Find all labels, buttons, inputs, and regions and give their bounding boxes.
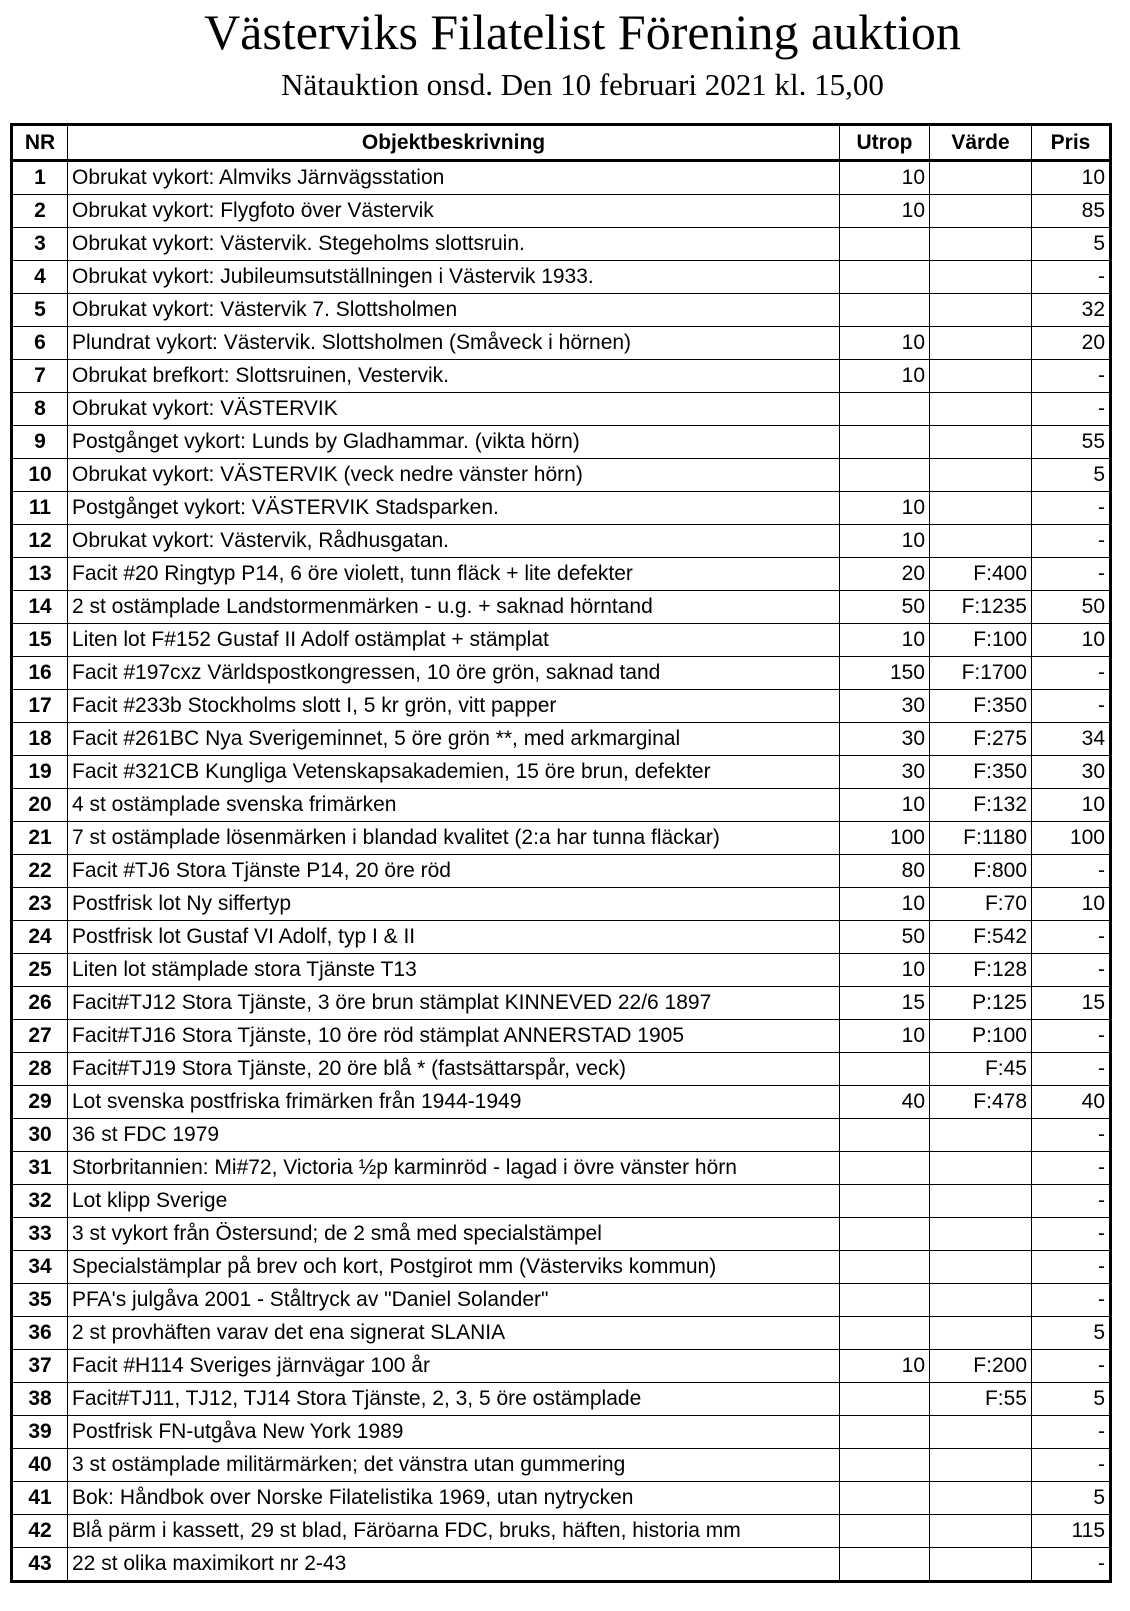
lot-pris: -	[1032, 1251, 1111, 1284]
lot-pris: -	[1032, 1284, 1111, 1317]
lot-varde: F:200	[930, 1350, 1032, 1383]
lot-utrop: 150	[840, 657, 930, 690]
lot-utrop	[840, 1482, 930, 1515]
lot-varde	[930, 492, 1032, 525]
lot-utrop	[840, 294, 930, 327]
lot-varde: F:45	[930, 1053, 1032, 1086]
lot-utrop: 10	[840, 525, 930, 558]
lot-description: Specialstämplar på brev och kort, Postgirot mm (Västerviks kommun)	[68, 1251, 840, 1284]
lot-number: 39	[12, 1416, 68, 1449]
lot-utrop: 30	[840, 723, 930, 756]
table-row	[12, 954, 1111, 987]
lot-number: 40	[12, 1449, 68, 1482]
lot-description: Plundrat vykort: Västervik. Slottsholmen (Småveck i hörnen)	[68, 327, 840, 360]
lot-description: Postfrisk lot Gustaf VI Adolf, typ I & II	[68, 921, 840, 954]
lot-number: 18	[12, 723, 68, 756]
table-row	[12, 1152, 1111, 1185]
lot-description: PFA's julgåva 2001 - Ståltryck av "Daniel Solander"	[68, 1284, 840, 1317]
lot-description: Facit#TJ19 Stora Tjänste, 20 öre blå * (fastsättarspår, veck)	[68, 1053, 840, 1086]
lot-description: Postfrisk lot Ny siffertyp	[68, 888, 840, 921]
lot-description: Obrukat vykort: VÄSTERVIK (veck nedre vänster hörn)	[68, 459, 840, 492]
lot-description: Blå pärm i kassett, 29 st blad, Färöarna FDC, bruks, häften, historia mm	[68, 1515, 840, 1548]
lot-utrop: 30	[840, 756, 930, 789]
lot-number: 27	[12, 1020, 68, 1053]
lot-description: Facit #H114 Sveriges järnvägar 100 år	[68, 1350, 840, 1383]
lot-utrop: 10	[840, 888, 930, 921]
lot-varde: F:1180	[930, 822, 1032, 855]
lot-number: 5	[12, 294, 68, 327]
lot-varde	[930, 1482, 1032, 1515]
lot-varde: F:132	[930, 789, 1032, 822]
lot-description: Obrukat brefkort: Slottsruinen, Vestervik.	[68, 360, 840, 393]
lot-pris: -	[1032, 1548, 1111, 1582]
lot-varde	[930, 459, 1032, 492]
lot-utrop	[840, 459, 930, 492]
table-row	[12, 1284, 1111, 1317]
lot-pris: 5	[1032, 1317, 1111, 1350]
lot-utrop: 30	[840, 690, 930, 723]
lot-varde	[930, 1185, 1032, 1218]
lot-utrop	[840, 1119, 930, 1152]
lot-pris: 10	[1032, 789, 1111, 822]
table-row	[12, 1251, 1111, 1284]
lot-description: Facit #TJ6 Stora Tjänste P14, 20 öre röd	[68, 855, 840, 888]
lot-number: 31	[12, 1152, 68, 1185]
lot-number: 26	[12, 987, 68, 1020]
lot-utrop: 20	[840, 558, 930, 591]
lot-number: 3	[12, 228, 68, 261]
lot-utrop: 10	[840, 624, 930, 657]
lot-utrop: 40	[840, 1086, 930, 1119]
lot-description: 36 st FDC 1979	[68, 1119, 840, 1152]
lot-pris: 5	[1032, 459, 1111, 492]
lot-description: Liten lot stämplade stora Tjänste T13	[68, 954, 840, 987]
lot-utrop	[840, 1251, 930, 1284]
lot-description: Obrukat vykort: Almviks Järnvägsstation	[68, 161, 840, 195]
table-row	[12, 723, 1111, 756]
lot-utrop	[840, 1218, 930, 1251]
lot-pris: 30	[1032, 756, 1111, 789]
table-row	[12, 1053, 1111, 1086]
lot-description: Obrukat vykort: Jubileumsutställningen i Västervik 1933.	[68, 261, 840, 294]
lot-number: 22	[12, 855, 68, 888]
lot-number: 17	[12, 690, 68, 723]
lot-varde	[930, 1548, 1032, 1582]
table-row	[12, 822, 1111, 855]
lot-description: Lot klipp Sverige	[68, 1185, 840, 1218]
table-row	[12, 1020, 1111, 1053]
lot-pris: -	[1032, 360, 1111, 393]
lot-utrop: 10	[840, 789, 930, 822]
lot-description: Postgånget vykort: Lunds by Gladhammar. (vikta hörn)	[68, 426, 840, 459]
lot-pris: -	[1032, 1185, 1111, 1218]
lot-pris: 10	[1032, 888, 1111, 921]
lot-varde: F:350	[930, 756, 1032, 789]
lot-number: 28	[12, 1053, 68, 1086]
lot-pris: 5	[1032, 1482, 1111, 1515]
table-row	[12, 1086, 1111, 1119]
lot-number: 25	[12, 954, 68, 987]
lot-varde	[930, 1284, 1032, 1317]
lot-description: 7 st ostämplade lösenmärken i blandad kvalitet (2:a har tunna fläckar)	[68, 822, 840, 855]
lot-description: Lot svenska postfriska frimärken från 1944-1949	[68, 1086, 840, 1119]
lot-description: Obrukat vykort: Västervik 7. Slottsholmen	[68, 294, 840, 327]
lot-number: 23	[12, 888, 68, 921]
lot-varde: F:478	[930, 1086, 1032, 1119]
lot-number: 37	[12, 1350, 68, 1383]
table-row	[12, 1548, 1111, 1582]
lot-utrop: 10	[840, 195, 930, 228]
lot-varde	[930, 1218, 1032, 1251]
lot-varde	[930, 1317, 1032, 1350]
table-row	[12, 426, 1111, 459]
lot-utrop	[840, 1449, 930, 1482]
lot-utrop	[840, 426, 930, 459]
column-header-pris: Pris	[1032, 125, 1111, 161]
lot-pris: 50	[1032, 591, 1111, 624]
table-row	[12, 987, 1111, 1020]
lot-description: 2 st provhäften varav det ena signerat SLANIA	[68, 1317, 840, 1350]
column-header-utrop: Utrop	[840, 125, 930, 161]
lot-description: Facit #197cxz Världspostkongressen, 10 öre grön, saknad tand	[68, 657, 840, 690]
lot-utrop	[840, 1152, 930, 1185]
lot-number: 16	[12, 657, 68, 690]
lot-utrop: 80	[840, 855, 930, 888]
lot-pris: 40	[1032, 1086, 1111, 1119]
lot-number: 10	[12, 459, 68, 492]
lot-varde: F:70	[930, 888, 1032, 921]
table-row	[12, 360, 1111, 393]
lot-utrop: 50	[840, 921, 930, 954]
table-row	[12, 855, 1111, 888]
column-header-varde: Värde	[930, 125, 1032, 161]
table-row	[12, 591, 1111, 624]
lot-number: 4	[12, 261, 68, 294]
lot-description: 2 st ostämplade Landstormenmärken - u.g. + saknad hörntand	[68, 591, 840, 624]
lot-utrop: 100	[840, 822, 930, 855]
table-row	[12, 1449, 1111, 1482]
lot-utrop	[840, 393, 930, 426]
lot-utrop	[840, 1515, 930, 1548]
lot-pris: 100	[1032, 822, 1111, 855]
table-row	[12, 1185, 1111, 1218]
lot-pris: -	[1032, 921, 1111, 954]
lot-varde	[930, 1416, 1032, 1449]
lot-varde: F:1700	[930, 657, 1032, 690]
table-row	[12, 558, 1111, 591]
lot-description: 22 st olika maximikort nr 2-43	[68, 1548, 840, 1582]
lot-number: 20	[12, 789, 68, 822]
lot-pris: -	[1032, 492, 1111, 525]
table-row	[12, 1383, 1111, 1416]
lot-description: Facit #20 Ringtyp P14, 6 öre violett, tunn fläck + lite defekter	[68, 558, 840, 591]
lot-varde: F:1235	[930, 591, 1032, 624]
lot-utrop	[840, 1185, 930, 1218]
lot-number: 41	[12, 1482, 68, 1515]
lot-utrop	[840, 1053, 930, 1086]
lot-pris: 20	[1032, 327, 1111, 360]
lot-number: 8	[12, 393, 68, 426]
lot-varde	[930, 1251, 1032, 1284]
lot-description: Liten lot F#152 Gustaf II Adolf ostämplat + stämplat	[68, 624, 840, 657]
lot-varde	[930, 1152, 1032, 1185]
page-subtitle: Nätauktion onsd. Den 10 februari 2021 kl. 15,00	[281, 67, 884, 102]
lot-pris: 15	[1032, 987, 1111, 1020]
lot-varde	[930, 228, 1032, 261]
lot-utrop: 10	[840, 161, 930, 195]
lot-number: 19	[12, 756, 68, 789]
lot-utrop: 10	[840, 1020, 930, 1053]
lot-description: Storbritannien: Mi#72, Victoria ½p karminröd - lagad i övre vänster hörn	[68, 1152, 840, 1185]
lot-description: Obrukat vykort: Västervik, Rådhusgatan.	[68, 525, 840, 558]
lot-description: Facit #233b Stockholms slott I, 5 kr grön, vitt papper	[68, 690, 840, 723]
lot-number: 36	[12, 1317, 68, 1350]
table-row	[12, 1317, 1111, 1350]
lot-pris: -	[1032, 954, 1111, 987]
lot-pris: 85	[1032, 195, 1111, 228]
table-row	[12, 525, 1111, 558]
lot-description: Postfrisk FN-utgåva New York 1989	[68, 1416, 840, 1449]
column-header-description: Objektbeskrivning	[68, 125, 840, 161]
lot-number: 2	[12, 195, 68, 228]
table-row	[12, 1350, 1111, 1383]
lot-pris: -	[1032, 1053, 1111, 1086]
lot-number: 34	[12, 1251, 68, 1284]
lot-utrop: 10	[840, 327, 930, 360]
lot-description: Facit#TJ11, TJ12, TJ14 Stora Tjänste, 2, 3, 5 öre ostämplade	[68, 1383, 840, 1416]
lot-pris: -	[1032, 855, 1111, 888]
lot-varde	[930, 360, 1032, 393]
lot-pris: 10	[1032, 624, 1111, 657]
lot-varde	[930, 393, 1032, 426]
lot-number: 33	[12, 1218, 68, 1251]
lot-pris: 55	[1032, 426, 1111, 459]
lot-utrop	[840, 1284, 930, 1317]
lot-varde: F:400	[930, 558, 1032, 591]
lot-number: 30	[12, 1119, 68, 1152]
lot-description: 3 st ostämplade militärmärken; det vänstra utan gummering	[68, 1449, 840, 1482]
lot-pris: 5	[1032, 228, 1111, 261]
lot-pris: 5	[1032, 1383, 1111, 1416]
lot-pris: -	[1032, 1449, 1111, 1482]
table-row	[12, 1515, 1111, 1548]
lot-varde	[930, 294, 1032, 327]
table-row	[12, 789, 1111, 822]
lot-number: 42	[12, 1515, 68, 1548]
lot-utrop	[840, 261, 930, 294]
lot-varde: F:542	[930, 921, 1032, 954]
lot-varde	[930, 1449, 1032, 1482]
lot-varde: F:55	[930, 1383, 1032, 1416]
lot-pris: -	[1032, 1152, 1111, 1185]
lot-number: 43	[12, 1548, 68, 1582]
table-row	[12, 327, 1111, 360]
lot-pris: 10	[1032, 161, 1111, 195]
lot-number: 7	[12, 360, 68, 393]
table-row	[12, 690, 1111, 723]
lot-number: 12	[12, 525, 68, 558]
lot-varde	[930, 1119, 1032, 1152]
lot-description: Postgånget vykort: VÄSTERVIK Stadsparken.	[68, 492, 840, 525]
lot-pris: -	[1032, 558, 1111, 591]
lot-description: 4 st ostämplade svenska frimärken	[68, 789, 840, 822]
lot-description: Obrukat vykort: VÄSTERVIK	[68, 393, 840, 426]
table-row	[12, 1482, 1111, 1515]
table-row	[12, 261, 1111, 294]
table-row	[12, 657, 1111, 690]
page-title: Västerviks Filatelist Förening auktion	[204, 4, 961, 60]
lot-pris: -	[1032, 657, 1111, 690]
lot-varde	[930, 327, 1032, 360]
lot-utrop: 10	[840, 954, 930, 987]
lot-utrop: 10	[840, 492, 930, 525]
lot-number: 15	[12, 624, 68, 657]
table-row	[12, 195, 1111, 228]
table-row	[12, 1119, 1111, 1152]
lot-varde	[930, 195, 1032, 228]
lot-description: Facit#TJ16 Stora Tjänste, 10 öre röd stämplat ANNERSTAD 1905	[68, 1020, 840, 1053]
lot-description: Obrukat vykort: Flygfoto över Västervik	[68, 195, 840, 228]
lot-pris: 32	[1032, 294, 1111, 327]
lot-varde: F:128	[930, 954, 1032, 987]
table-row	[12, 624, 1111, 657]
lot-description: Facit #261BC Nya Sverigeminnet, 5 öre grön **, med arkmarginal	[68, 723, 840, 756]
lot-number: 9	[12, 426, 68, 459]
lot-varde	[930, 1515, 1032, 1548]
lot-description: Bok: Håndbok over Norske Filatelistika 1969, utan nytrycken	[68, 1482, 840, 1515]
lot-varde: F:800	[930, 855, 1032, 888]
lot-pris: -	[1032, 1350, 1111, 1383]
lot-description: Facit #321CB Kungliga Vetenskapsakademien, 15 öre brun, defekter	[68, 756, 840, 789]
table-row	[12, 888, 1111, 921]
lot-varde	[930, 161, 1032, 195]
lot-pris: -	[1032, 1218, 1111, 1251]
lot-number: 11	[12, 492, 68, 525]
lot-number: 14	[12, 591, 68, 624]
table-row	[12, 1416, 1111, 1449]
lot-varde: P:100	[930, 1020, 1032, 1053]
table-row	[12, 756, 1111, 789]
lot-varde	[930, 426, 1032, 459]
lot-varde: F:275	[930, 723, 1032, 756]
table-row	[12, 1218, 1111, 1251]
table-row	[12, 459, 1111, 492]
lot-varde: F:350	[930, 690, 1032, 723]
lot-number: 38	[12, 1383, 68, 1416]
column-header-nr: NR	[12, 125, 68, 161]
lot-pris: -	[1032, 393, 1111, 426]
lot-number: 1	[12, 161, 68, 195]
lot-number: 24	[12, 921, 68, 954]
lot-number: 13	[12, 558, 68, 591]
lot-utrop	[840, 1416, 930, 1449]
lot-varde: F:100	[930, 624, 1032, 657]
lot-number: 35	[12, 1284, 68, 1317]
lot-number: 29	[12, 1086, 68, 1119]
lot-pris: -	[1032, 1416, 1111, 1449]
lot-varde	[930, 525, 1032, 558]
table-row	[12, 492, 1111, 525]
lot-pris: 115	[1032, 1515, 1111, 1548]
lot-pris: -	[1032, 1119, 1111, 1152]
lot-utrop: 15	[840, 987, 930, 1020]
lot-description: 3 st vykort från Östersund; de 2 små med specialstämpel	[68, 1218, 840, 1251]
table-row	[12, 921, 1111, 954]
lot-utrop	[840, 1383, 930, 1416]
lot-description: Facit#TJ12 Stora Tjänste, 3 öre brun stämplat KINNEVED 22/6 1897	[68, 987, 840, 1020]
lot-pris: -	[1032, 261, 1111, 294]
lot-varde: P:125	[930, 987, 1032, 1020]
lot-pris: -	[1032, 525, 1111, 558]
lot-utrop	[840, 228, 930, 261]
lot-pris: -	[1032, 1020, 1111, 1053]
lot-number: 21	[12, 822, 68, 855]
lot-pris: -	[1032, 690, 1111, 723]
lot-number: 32	[12, 1185, 68, 1218]
lot-utrop	[840, 1548, 930, 1582]
table-row	[12, 161, 1111, 195]
lot-utrop: 50	[840, 591, 930, 624]
lot-number: 6	[12, 327, 68, 360]
lot-description: Obrukat vykort: Västervik. Stegeholms slottsruin.	[68, 228, 840, 261]
lot-pris: 34	[1032, 723, 1111, 756]
table-row	[12, 294, 1111, 327]
auction-table	[10, 123, 1112, 1583]
table-row	[12, 393, 1111, 426]
lot-utrop	[840, 1317, 930, 1350]
lot-varde	[930, 261, 1032, 294]
table-row	[12, 228, 1111, 261]
lot-utrop: 10	[840, 360, 930, 393]
table-header-row	[12, 125, 1111, 161]
lot-utrop: 10	[840, 1350, 930, 1383]
